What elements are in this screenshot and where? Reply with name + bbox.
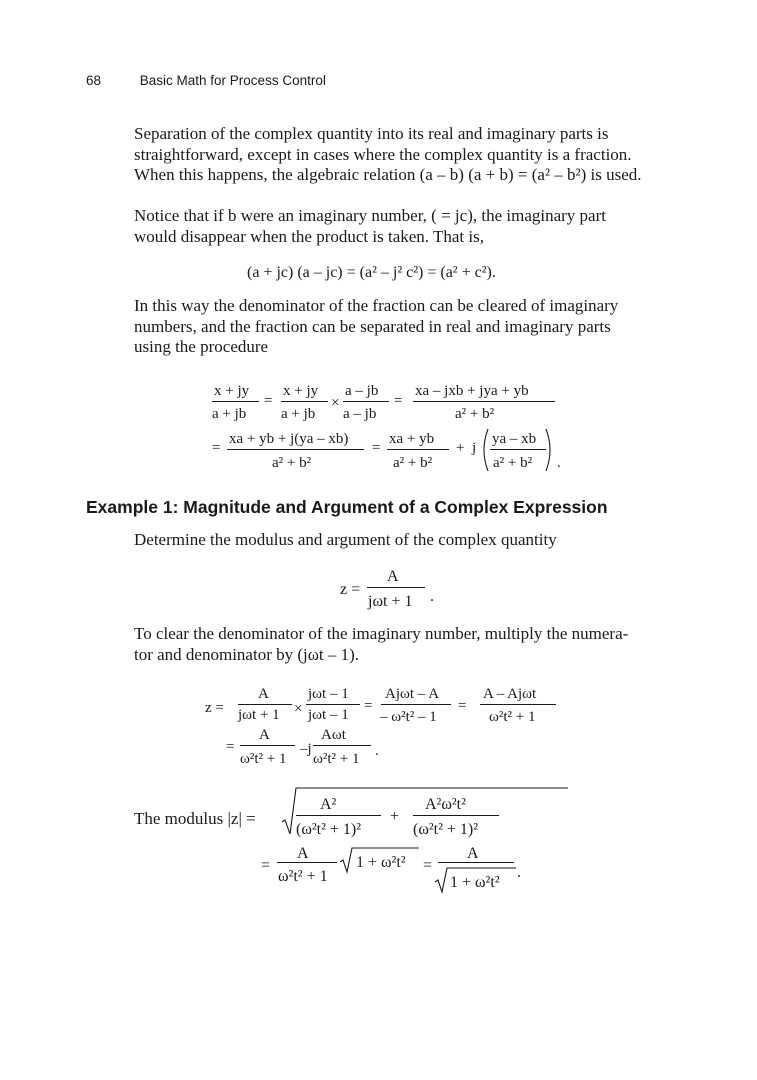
plus-sign: + <box>390 808 400 825</box>
text-line: tor and denominator by (jωt – 1). <box>134 644 360 664</box>
fraction-bar <box>227 449 364 450</box>
running-title: Basic Math for Process Control <box>139 73 326 88</box>
equation-product: (a + jc) (a – jc) = (a² – j² c²) = (a² + c²). <box>247 264 496 281</box>
minus-j: –j <box>300 741 312 757</box>
paragraph-clear <box>134 624 694 665</box>
fraction-denominator: a² + b² <box>455 406 495 422</box>
fraction-bar <box>343 401 389 402</box>
equals-sign: = <box>458 698 467 714</box>
text-line: When this happens, the algebraic relation (a – b) (a + b) = (a² – b²) is used. <box>134 165 642 184</box>
fraction-denominator: ω²t² + 1 <box>489 709 536 725</box>
fraction-bar <box>296 815 381 816</box>
equals-sign: = <box>372 440 381 456</box>
times-sign: × <box>294 701 303 717</box>
text-line: Separation of the complex quantity into its real and imaginary parts is <box>134 124 609 143</box>
paragraph-separation <box>134 124 694 186</box>
fraction-numerator: A <box>467 845 479 862</box>
fraction-bar <box>490 449 546 450</box>
text-line: numbers, and the fraction can be separated in real and imaginary parts <box>134 316 611 336</box>
paragraph-denominator <box>134 296 694 358</box>
fraction-numerator: x + jy <box>214 383 250 399</box>
equals-sign: = <box>226 739 235 755</box>
fraction-bar <box>313 745 371 746</box>
fraction-numerator: Ajωt – A <box>385 686 440 702</box>
fraction-denominator: ω²t² + 1 <box>313 751 360 767</box>
example-heading: Example 1: Magnitude and Argument of a Complex Expression <box>86 497 608 517</box>
fraction-denominator: jωt – 1 <box>308 707 349 723</box>
fraction-denominator: a² + b² <box>393 455 433 471</box>
text-line: In this way the denominator of the fraction can be cleared of imaginary <box>134 296 619 315</box>
fraction-numerator: a – jb <box>345 383 379 399</box>
equals-sign: = <box>364 698 373 714</box>
period: . <box>375 743 379 759</box>
running-head <box>86 73 326 88</box>
fraction-bar <box>381 704 451 705</box>
fraction-bar <box>240 745 295 746</box>
fraction-denominator: jωt + 1 <box>368 593 413 610</box>
equals-sign: = <box>394 393 403 409</box>
fraction-numerator: A² <box>320 796 337 813</box>
text-line: Notice that if b were an imaginary number, ( = jc), the imaginary part <box>134 206 606 225</box>
fraction-denominator: – ω²t² – 1 <box>380 709 437 725</box>
fraction-bar <box>306 704 360 705</box>
plus-sign: + <box>456 440 465 456</box>
fraction-denominator: jωt + 1 <box>238 707 280 723</box>
period: . <box>517 864 521 881</box>
period: . <box>557 455 561 471</box>
fraction-denominator: a – jb <box>343 406 377 422</box>
fraction-numerator: xa + yb <box>389 431 435 447</box>
radicand: 1 + ω²t² <box>356 854 406 871</box>
imaginary-unit: j <box>472 440 477 456</box>
fraction-denominator: ω²t² + 1 <box>240 751 287 767</box>
fraction-bar <box>277 862 337 863</box>
fraction-numerator: jωt – 1 <box>308 686 349 702</box>
fraction-denominator: (ω²t² + 1)² <box>296 821 362 838</box>
fraction-numerator: A <box>259 727 270 743</box>
fraction-bar <box>281 401 328 402</box>
fraction-numerator: xa + yb + j(ya – xb) <box>229 431 349 447</box>
fraction-denominator: a + jb <box>212 406 247 422</box>
fraction-bar <box>367 587 425 588</box>
times-sign: × <box>331 395 340 411</box>
fraction-numerator: xa – jxb + jya + yb <box>415 383 529 399</box>
paragraph-determine <box>134 530 694 551</box>
text-line: To clear the denominator of the imaginary number, multiply the numera- <box>134 624 629 643</box>
fraction-bar <box>480 704 556 705</box>
fraction-denominator: a² + b² <box>272 455 312 471</box>
fraction-denominator: 1 + ω²t² <box>450 874 500 891</box>
equals-sign: = <box>264 393 273 409</box>
fraction-numerator: x + jy <box>283 383 319 399</box>
fraction-numerator: A – Ajωt <box>483 686 537 702</box>
fraction-bar <box>438 862 514 863</box>
equals-sign: = <box>261 857 271 874</box>
fraction-numerator: A <box>297 845 309 862</box>
fraction-bar <box>387 449 449 450</box>
fraction-numerator: A <box>387 568 399 585</box>
period: . <box>430 588 434 605</box>
modulus-label: The modulus |z| = <box>134 809 256 828</box>
fraction-bar <box>413 815 499 816</box>
fraction-numerator: ya – xb <box>492 431 537 447</box>
equals-sign: = <box>212 440 221 456</box>
fraction-denominator: ω²t² + 1 <box>278 868 328 885</box>
equation-lhs: z = <box>205 700 224 716</box>
page-number: 68 <box>86 73 102 88</box>
fraction-numerator: A²ω²t² <box>425 796 466 813</box>
text-line: would disappear when the product is taken. That is, <box>134 226 484 246</box>
equals-sign: = <box>423 857 433 874</box>
text-line: Determine the modulus and argument of the complex quantity <box>134 530 557 549</box>
fraction-bar <box>413 401 555 402</box>
text-line: straightforward, except in cases where the complex quantity is a fraction. <box>134 144 632 164</box>
equation-lhs: z = <box>340 581 361 598</box>
fraction-numerator: Aωt <box>321 727 346 743</box>
fraction-bar <box>238 704 292 705</box>
fraction-numerator: A <box>258 686 269 702</box>
paragraph-imaginary-b <box>134 206 694 247</box>
fraction-denominator: (ω²t² + 1)² <box>413 821 479 838</box>
fraction-bar <box>212 401 259 402</box>
fraction-denominator: a + jb <box>281 406 316 422</box>
fraction-denominator: a² + b² <box>493 455 533 471</box>
text-line: using the procedure <box>134 337 269 356</box>
